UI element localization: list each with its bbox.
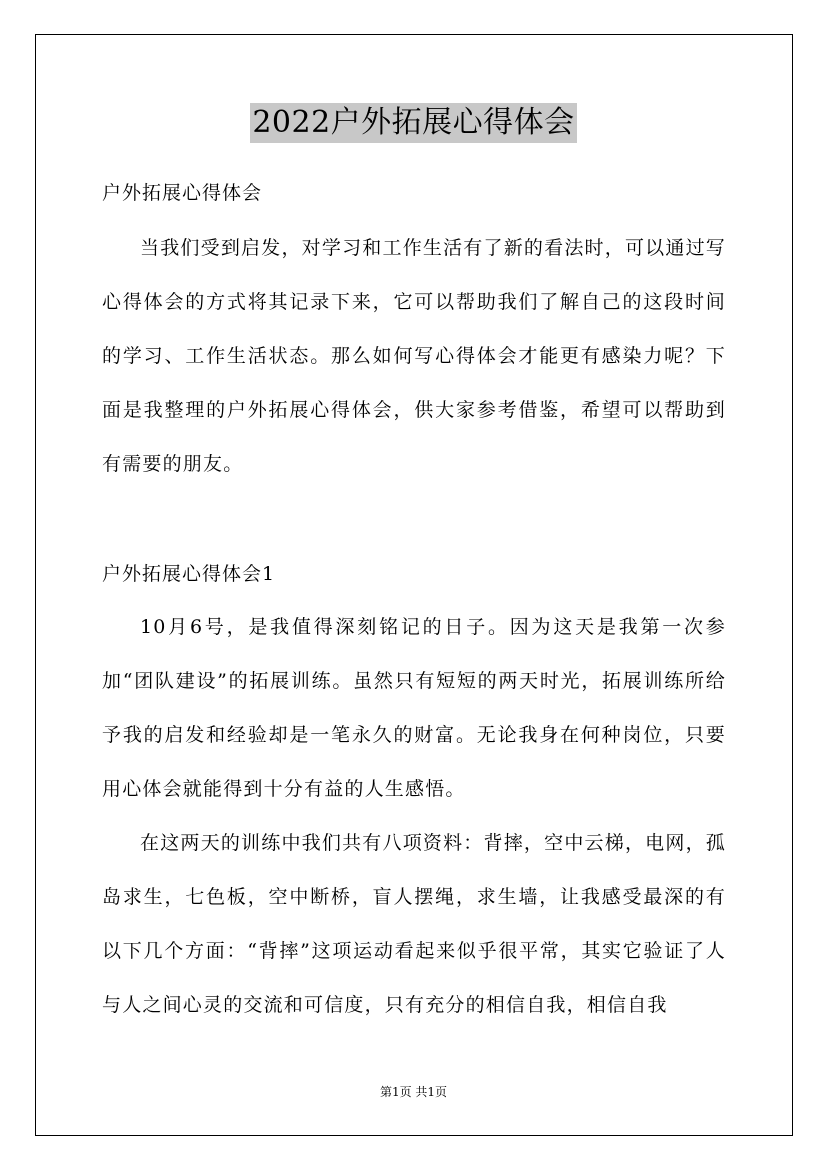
document-title: 2022户外拓展心得体会 <box>250 103 576 143</box>
intro-section <box>102 221 726 491</box>
intro-paragraph: 当我们受到启发，对学习和工作生活有了新的看法时，可以通过写心得体会的方式将其记录下来，它可以帮助我们了解自己的这段时间的学习、工作生活状态。那么如何写心得体会才能更有感染力呢？下面是我整理的户外拓展心得体会，供大家参考借鉴，希望可以帮助到有需要的朋友。 <box>102 237 726 475</box>
page-footer: 第1页 共1页 <box>379 1085 448 1099</box>
title-container <box>0 103 827 143</box>
section1-paragraph-2: 在这两天的训练中我们共有八项资料：背摔，空中云梯，电网，孤岛求生，七色板，空中断桥，盲人摆绳，求生墙，让我感受最深的有以下几个方面：“背摔”这项运动看起来似乎很平常，其实它验证了人与人之间心灵的交流和可信度，只有充分的相信自我，相信自我 <box>102 832 726 1016</box>
section1-paragraph-1: 10月6号，是我值得深刻铭记的日子。因为这天是我第一次参加“团队建设”的拓展训练。虽然只有短短的两天时光，拓展训练所给予我的启发和经验却是一笔永久的财富。无论我身在何种岗位，只要用心体会就能得到十分有益的人生感悟。 <box>102 616 726 800</box>
section1-heading: 户外拓展心得体会1 <box>102 563 276 585</box>
section1-body <box>102 600 726 1032</box>
intro-heading: 户外拓展心得体会 <box>102 182 263 204</box>
